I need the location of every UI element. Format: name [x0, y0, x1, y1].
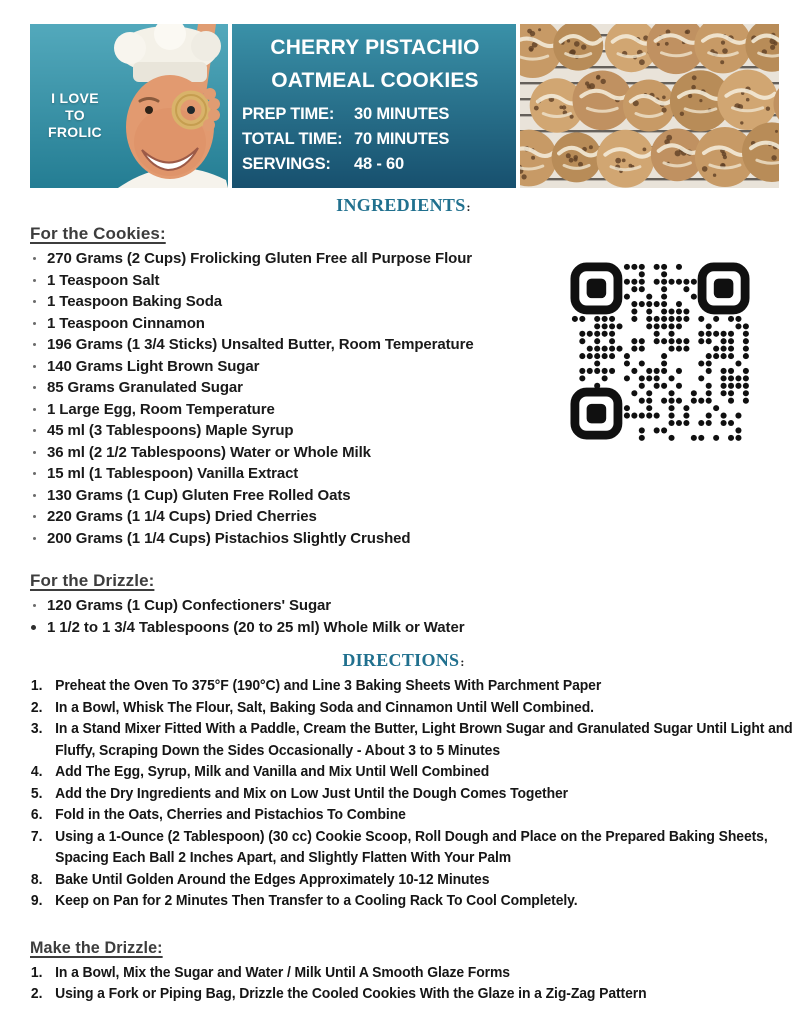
direction-step: Keep on Pan for 2 Minutes Then Transfer to a Cooling Rack To Cool Completely. [55, 892, 578, 909]
ingredient-text: 1 Large Egg, Room Temperature [47, 400, 275, 418]
directions-list [30, 675, 807, 912]
total-time-row [242, 127, 508, 152]
bullet-icon [33, 279, 36, 282]
ingredient-text: 36 ml (2 1/2 Tablespoons) Water or Whole Milk [47, 443, 371, 461]
bullet-icon [33, 322, 36, 325]
direction-step: Add The Egg, Syrup, Milk and Vanilla and Mix Until Well Combined [55, 763, 490, 780]
caption-line: TO [65, 107, 85, 123]
make-drizzle-list [30, 962, 807, 1005]
bullet-icon [33, 408, 36, 411]
recipe-title-line2: OATMEAL COOKIES [271, 69, 479, 92]
direction-step: Add the Dry Ingredients and Mix on Low Just Until the Dough Comes Together [55, 784, 569, 802]
direction-step: Bake Until Golden Around the Edges Approximately 10-12 Minutes [55, 870, 490, 888]
prep-time-row [242, 102, 508, 127]
ingredient-text: 1 Teaspoon Salt [47, 271, 160, 289]
cookies-illustration [520, 24, 779, 188]
ingredient-item [30, 506, 807, 528]
servings-row [242, 152, 508, 177]
recipe-header [30, 24, 779, 188]
chef-caption [32, 90, 118, 141]
ingredients-heading-text: INGREDIENTS [336, 195, 466, 215]
bullet-icon [33, 451, 36, 454]
ingredient-item [30, 528, 807, 550]
total-time-value: 70 MINUTES [354, 130, 450, 148]
cookies-photo [520, 24, 779, 188]
ingredient-text: 130 Grams (1 Cup) Gluten Free Rolled Oats [47, 486, 351, 504]
ingredient-text: 15 ml (1 Tablespoon) Vanilla Extract [47, 465, 299, 482]
ingredient-text: 1 Teaspoon Cinnamon [47, 314, 205, 332]
caption-line: I LOVE [51, 90, 99, 106]
bullet-icon [33, 300, 36, 303]
qr-code-graphic [565, 261, 755, 441]
ingredient-text: 196 Grams (1 3/4 Sticks) Unsalted Butter, Room Temperature [47, 336, 474, 353]
cookies-subheading: For the Cookies: [30, 224, 166, 243]
ingredient-item [30, 485, 807, 507]
direction-step: Preheat the Oven To 375°F (190°C) and Line 3 Baking Sheets With Parchment Paper [55, 677, 602, 694]
qr-code [565, 261, 755, 441]
bullet-icon [33, 343, 36, 346]
direction-step: In a Bowl, Whisk The Flour, Salt, Baking Soda and Cinnamon Until Well Combined. [55, 698, 594, 716]
ingredient-text: 200 Grams (1 1/4 Cups) Pistachios Slightly Crushed [47, 529, 411, 547]
directions-heading [0, 650, 807, 671]
ingredient-item [30, 617, 807, 639]
ingredient-item [30, 442, 807, 464]
bullet-icon [33, 604, 36, 607]
bullet-icon [33, 429, 36, 432]
servings-value: 48 - 60 [354, 155, 404, 173]
direction-step: In a Bowl, Mix the Sugar and Water / Milk Until A Smooth Glaze Forms [55, 963, 510, 981]
direction-step: Using a 1-Ounce (2 Tablespoon) (30 cc) Cookie Scoop, Roll Dough and Place on the Prepared Baking Sheets, Spacing Each Ball 2 Inches Apart, and Slightly Flatten With Your Palm [55, 827, 768, 866]
direction-step: Fold in the Oats, Cherries and Pistachios To Combine [55, 806, 406, 823]
make-drizzle-subheading: Make the Drizzle: [30, 937, 163, 957]
ingredient-text: 85 Grams Granulated Sugar [47, 379, 243, 396]
direction-step: In a Stand Mixer Fitted With a Paddle, Cream the Butter, Light Brown Sugar and Granulated Sugar Until Light and Fluffy, Scraping Down the Sides Occasionally - About 3 to 5 Minutes [55, 720, 793, 759]
bullet-icon [33, 257, 36, 260]
ingredient-text: 1 1/2 to 1 3/4 Tablespoons (20 to 25 ml) Whole Milk or Water [47, 618, 465, 636]
bullet-icon [33, 365, 36, 368]
recipe-title [242, 31, 508, 97]
ingredient-text: 45 ml (3 Tablespoons) Maple Syrup [47, 422, 294, 439]
total-time-label: TOTAL TIME: [242, 130, 343, 148]
directions-heading-text: DIRECTIONS [342, 650, 460, 670]
ingredient-text: 1 Teaspoon Baking Soda [47, 293, 223, 310]
bullet-icon [33, 515, 36, 518]
bullet-icon [33, 472, 36, 475]
bullet-icon [31, 625, 36, 630]
ingredient-text: 120 Grams (1 Cup) Confectioners' Sugar [47, 597, 332, 614]
ingredient-item [30, 595, 807, 617]
title-box [232, 24, 516, 188]
drizzle-ingredient-list [30, 595, 807, 638]
drizzle-subheading: For the Drizzle: [30, 571, 155, 590]
chef-photo [30, 24, 228, 188]
direction-step: Using a Fork or Piping Bag, Drizzle the Cooled Cookies With the Glaze in a Zig-Zag Pattern [55, 985, 647, 1002]
recipe-title-line1: CHERRY PISTACHIO [270, 36, 480, 59]
recipe-meta [242, 102, 508, 177]
ingredient-text: 270 Grams (2 Cups) Frolicking Gluten Free all Purpose Flour [47, 250, 473, 267]
servings-label: SERVINGS: [242, 155, 331, 173]
ingredients-heading-colon: : [466, 200, 471, 214]
caption-line: FROLIC [48, 124, 102, 140]
ingredient-text: 140 Grams Light Brown Sugar [47, 357, 260, 375]
bullet-icon [33, 494, 36, 497]
directions-heading-colon: : [460, 655, 465, 669]
ingredient-item [30, 463, 807, 485]
ingredients-heading [0, 195, 807, 216]
bullet-icon [33, 386, 36, 389]
ingredient-text: 220 Grams (1 1/4 Cups) Dried Cherries [47, 508, 317, 525]
prep-time-value: 30 MINUTES [354, 105, 450, 123]
prep-time-label: PREP TIME: [242, 105, 335, 123]
bullet-icon [33, 537, 36, 540]
